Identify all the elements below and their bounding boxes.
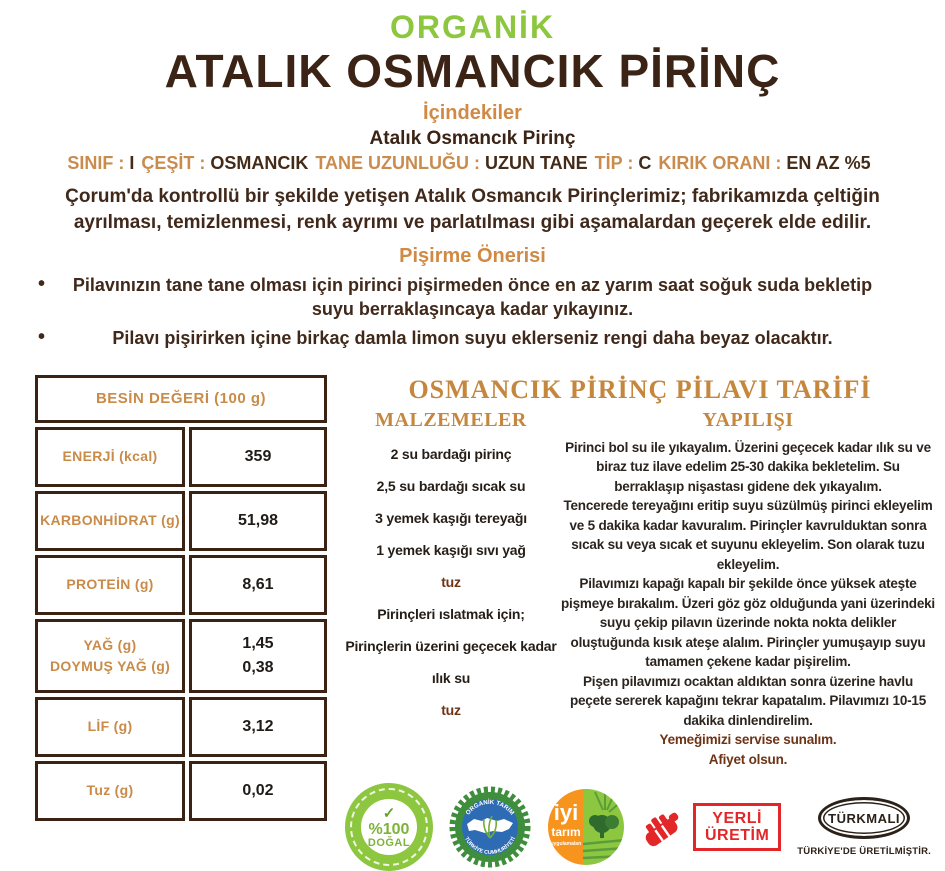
recipe-title: OSMANCIK PİRİNÇ PİLAVI TARİFİ bbox=[408, 374, 872, 404]
ingredient-item: tuz bbox=[441, 573, 461, 590]
table-row bbox=[35, 761, 327, 821]
ingredient-item: 1 yemek kaşığı sıvı yağ bbox=[376, 541, 526, 558]
directions-paragraph: Tencerede tereyağını eritip suyu süzülmüş pirinci ekleyelim ve 5 dakika kadar kavuralım. Pirinçler kavrulduktan sonra sıcak su veya sıcak et suyunu ekleyelim. Son olarak tuzu ekleyelim. bbox=[563, 498, 933, 572]
nutrition-value: 0,02 bbox=[189, 761, 327, 821]
nutrition-label: LİF (g) bbox=[35, 697, 185, 757]
organik-tarim-logo-icon bbox=[449, 786, 531, 868]
directions-column bbox=[557, 409, 935, 770]
ingredient-item: tuz bbox=[441, 701, 461, 718]
iyi-tarim-uygulamalari-logo-icon bbox=[547, 788, 625, 866]
nutrition-value: 3,12 bbox=[189, 697, 327, 757]
cooking-tip-text: Pilavı pişirirken içine birkaç damla limon suyu eklerseniz rengi daha beyaz olacaktır. bbox=[112, 328, 833, 349]
nutrition-label: Tuz (g) bbox=[35, 761, 185, 821]
directions-closing: Afiyet olsun. bbox=[708, 751, 788, 767]
ingredients-heading: MALZEMELER bbox=[375, 408, 527, 431]
nutrition-value: 51,98 bbox=[189, 491, 327, 551]
nutrition-value: 1,45 0,38 bbox=[189, 619, 327, 693]
table-row bbox=[35, 619, 327, 693]
nutrition-value: 8,61 bbox=[189, 555, 327, 615]
cooking-tip bbox=[0, 273, 945, 322]
spec-pair: TANE UZUNLUĞU : UZUN TANE bbox=[315, 153, 588, 174]
main-content bbox=[0, 375, 945, 871]
spec-pair: TİP : C bbox=[594, 153, 652, 174]
product-name: Atalık Osmancık Pirinç bbox=[369, 128, 576, 150]
bullet-icon: • bbox=[38, 272, 46, 295]
turkmali-caption: TÜRKİYE'DE ÜRETİLMİŞTİR. bbox=[797, 846, 931, 858]
nutrition-table-header: BESİN DEĞERİ (100 g) bbox=[35, 375, 327, 423]
bullet-icon: • bbox=[38, 326, 46, 349]
spec-pair: SINIF : I bbox=[67, 153, 135, 174]
nutrition-label: ENERJİ (kcal) bbox=[35, 427, 185, 487]
contents-heading: İçindekiler bbox=[423, 102, 522, 125]
header bbox=[0, 0, 945, 351]
ingredient-item: 2 su bardağı pirinç bbox=[390, 445, 512, 462]
spec-line bbox=[0, 153, 945, 174]
page-title: ATALIK OSMANCIK PİRİNÇ bbox=[164, 45, 781, 98]
ingredient-item: Pirinçlerin üzerini geçecek kadar ılık su bbox=[345, 637, 557, 686]
svg-text:tarım: tarım bbox=[551, 825, 581, 840]
directions-closing: Yemeğimizi servise sunalım. bbox=[659, 732, 837, 748]
recipe-section bbox=[345, 375, 935, 871]
table-row bbox=[35, 555, 327, 615]
turkmali-oval-icon: TÜRKMALI bbox=[818, 797, 910, 839]
nutrition-value: 359 bbox=[189, 427, 327, 487]
spec-pair: ÇEŞİT : OSMANCIK bbox=[141, 153, 309, 174]
handshake-icon bbox=[641, 805, 687, 849]
cooking-tip bbox=[0, 326, 945, 350]
table-row bbox=[35, 491, 327, 551]
recipe-columns bbox=[345, 409, 935, 770]
spec-pair: KIRIK ORANI : EN AZ %5 bbox=[658, 153, 871, 174]
table-row bbox=[35, 427, 327, 487]
svg-text:TÜRKİYE CUMHURİYETİ: TÜRKİYE CUMHURİYETİ bbox=[462, 836, 518, 857]
cooking-tips-heading: Pişirme Önerisi bbox=[399, 244, 546, 267]
nutrition-label: PROTEİN (g) bbox=[35, 555, 185, 615]
ingredient-item: 3 yemek kaşığı tereyağı bbox=[375, 509, 527, 526]
ingredient-item: Pirinçleri ıslatmak için; bbox=[377, 605, 525, 622]
directions-paragraph: Pirinci bol su ile yıkayalım. Üzerini geçecek kadar ılık su ve biraz tuz ilave edelim 25-30 dakika bekletelim. Su berraklaşıp nişastası gidene dek yıkayalım. bbox=[565, 439, 931, 494]
brand-organik-label: ORGANİK bbox=[389, 9, 556, 45]
nutrition-table bbox=[35, 375, 327, 871]
nutrition-label: KARBONHİDRAT (g) bbox=[35, 491, 185, 551]
turkmali-logo bbox=[797, 797, 931, 857]
check-icon: ✓ bbox=[382, 804, 396, 822]
yerli-uretim-logo bbox=[641, 803, 781, 852]
nutrition-label: YAĞ (g) DOYMUŞ YAĞ (g) bbox=[35, 619, 185, 693]
directions-paragraph: Pişen pilavımızı ocaktan aldıktan sonra üzerine havlu peçete sererek kapağını tekrar kapatalım. Pilavımızı 10-15 dakika dinlendirelim. bbox=[569, 673, 927, 728]
yerli-uretim-box: YERLİ ÜRETİM bbox=[693, 803, 781, 852]
badge-ring bbox=[350, 788, 428, 866]
directions-heading: YAPILIŞI bbox=[702, 408, 794, 431]
product-description: Çorum'da kontrollü bir şekilde yetişen Atalık Osmancık Pirinçlerimiz; fabrikamızda çeltiğin ayrılması, temizlenmesi, renk ayrımı ve parlatılması gibi aşamalardan geçerek elde edilir. bbox=[65, 186, 880, 234]
ingredients-column bbox=[345, 409, 557, 770]
svg-text:iyi: iyi bbox=[553, 800, 579, 826]
ingredient-item: 2,5 su bardağı sıcak su bbox=[376, 477, 526, 494]
directions-paragraph: Pilavımızı kapağı kapalı bir şekilde önce yüksek ateşte pişmeye bırakalım. Üzeri göz göz olduğunda yani üzerindeki suyu çekip pilavın üzerinde nokta nokta delikler oluştuğunda kısık ateşe alalım. Pirinçler yumuşayıp suyu tamamen çekene kadar pişirelim. bbox=[561, 576, 935, 670]
percent-100-dogal-badge-icon: ✓ %100 DOĞAL bbox=[345, 783, 433, 871]
svg-text:uygulamaları: uygulamaları bbox=[550, 841, 582, 848]
table-row bbox=[35, 697, 327, 757]
svg-text:ORGANİK TARIM: ORGANİK TARIM bbox=[464, 799, 516, 817]
certification-badges bbox=[345, 783, 935, 871]
cooking-tip-text: Pilavınızın tane tane olması için pirinci pişirmeden önce en az yarım saat soğuk suda bekletip suyu berraklaşıncaya kadar yıkayınız. bbox=[72, 274, 873, 320]
